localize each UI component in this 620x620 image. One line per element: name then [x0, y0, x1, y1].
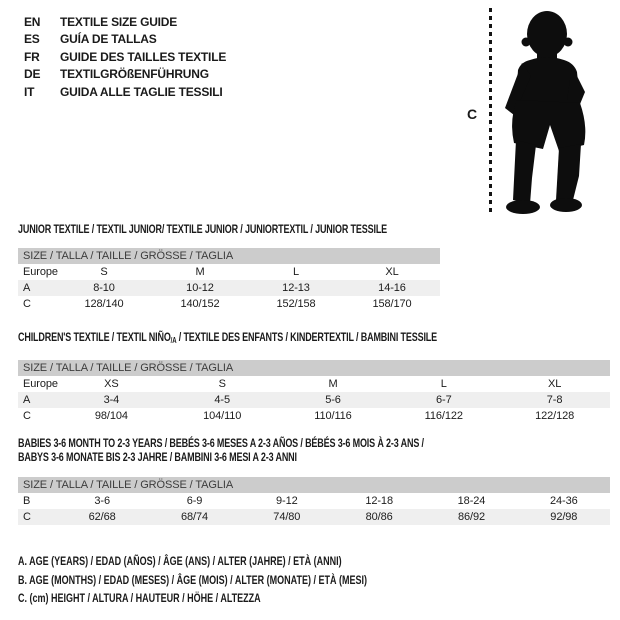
- footnote-b-text: B. AGE (MONTHS) / EDAD (MESES) / ÂGE (MOIS) / ALTER (MONATE) / ETÀ (MESI): [18, 572, 367, 587]
- babies-textile-table: [18, 493, 610, 525]
- language-title-list: [24, 13, 226, 101]
- language-title: TEXTILGRÖßENFÜHRUNG: [60, 67, 209, 82]
- footnote-a-text: A. AGE (YEARS) / EDAD (AÑOS) / ÂGE (ANS) / ALTER (JAHRE) / ETÀ (ANNI): [18, 554, 342, 568]
- size-cell: S: [100, 266, 108, 278]
- row-label-cell: C: [23, 298, 31, 310]
- table-row-height: [18, 408, 610, 424]
- babies-textile-section: [18, 436, 610, 525]
- height-measure-label: C: [467, 106, 478, 122]
- age-cell: 6-9: [186, 495, 203, 507]
- language-row-en: [24, 13, 226, 31]
- age-cell: 5-6: [325, 394, 341, 406]
- row-label-cell: B: [23, 495, 31, 507]
- language-title: GUÍA DE TALLAS: [60, 32, 157, 47]
- height-cell: 104/110: [203, 410, 242, 422]
- age-cell: 6-7: [435, 394, 452, 406]
- table-row-europe: [18, 376, 610, 392]
- height-cell: 128/140: [84, 298, 124, 310]
- age-cell: 12-18: [365, 495, 393, 507]
- row-label-cell: C: [23, 410, 31, 422]
- table-row-age-months: [18, 493, 610, 509]
- height-cell: 80/86: [365, 511, 393, 523]
- size-header-bar: SIZE / TALLA / TAILLE / GRÖSSE / TAGLIA: [18, 248, 440, 264]
- language-row-de: [24, 66, 226, 84]
- title-pre: CHILDREN'S TEXTILE / TEXTIL NIÑO: [18, 330, 171, 344]
- language-row-it: [24, 83, 226, 101]
- age-cell: 12-13: [282, 282, 310, 294]
- height-cell: 98/104: [94, 410, 128, 422]
- junior-textile-title: [18, 222, 440, 236]
- footnote-b: [18, 571, 483, 590]
- size-cell: XL: [385, 266, 399, 278]
- table-row-height: [18, 296, 440, 312]
- table-row-age: [18, 280, 440, 296]
- size-cell: S: [218, 378, 226, 390]
- table-row-europe: [18, 264, 440, 280]
- footnote-c-text: C. (cm) HEIGHT / ALTURA / HAUTEUR / HÖHE / ALTEZZA: [18, 591, 261, 605]
- size-cell: M: [328, 378, 338, 390]
- babies-title-line2: BABYS 3-6 MONATE BIS 2-3 JAHRE / BAMBINI 3-6 MESI A 2-3 ANNI: [18, 450, 297, 464]
- height-cell: 74/80: [273, 511, 301, 523]
- baby-silhouette-icon: [500, 8, 600, 216]
- age-cell: 18-24: [457, 495, 486, 507]
- title-subscript: /A: [170, 336, 177, 345]
- footnote-legend: [18, 552, 483, 608]
- age-cell: 4-5: [214, 394, 230, 406]
- row-label-cell: A: [23, 282, 31, 294]
- junior-textile-title-text: JUNIOR TEXTILE / TEXTIL JUNIOR/ TEXTILE JUNIOR / JUNIORTEXTIL / JUNIOR TESSILE: [18, 222, 388, 236]
- childrens-textile-section: [18, 330, 610, 424]
- junior-textile-table: [18, 264, 440, 312]
- height-cell: 68/74: [180, 511, 208, 523]
- language-code: FR: [24, 49, 40, 64]
- age-cell: 3-4: [103, 394, 120, 406]
- junior-textile-section: [18, 222, 440, 312]
- table-row-age: [18, 392, 610, 408]
- footnote-a: [18, 552, 483, 571]
- height-measure-line: [489, 8, 492, 216]
- language-title: GUIDE DES TAILLES TEXTILE: [60, 49, 227, 64]
- size-cell: L: [440, 378, 447, 390]
- row-label-cell: C: [23, 511, 31, 523]
- size-cell: L: [292, 266, 300, 278]
- height-cell: 152/158: [276, 298, 316, 310]
- age-cell: 3-6: [94, 495, 110, 507]
- height-cell: 62/68: [88, 511, 116, 523]
- language-code: IT: [24, 84, 35, 99]
- age-cell: 14-16: [378, 282, 406, 294]
- babies-title-line1: BABIES 3-6 MONTH TO 2-3 YEARS / BEBÉS 3-6 MESES A 2-3 AÑOS / BÉBÉS 3-6 MOIS À 2-3 ANS /: [18, 436, 424, 450]
- size-cell: M: [195, 266, 205, 278]
- size-header-bar: SIZE / TALLA / TAILLE / GRÖSSE / TAGLIA: [18, 360, 610, 376]
- size-cell: XL: [547, 378, 562, 390]
- row-label-cell: A: [23, 394, 31, 406]
- height-cell: 110/116: [314, 410, 352, 422]
- language-row-fr: [24, 48, 226, 66]
- footnote-c: [18, 589, 483, 608]
- height-cell: 122/128: [535, 410, 575, 422]
- row-label-cell: Europe: [23, 266, 58, 278]
- age-cell: 7-8: [546, 394, 563, 406]
- language-title: TEXTILE SIZE GUIDE: [60, 14, 178, 29]
- age-cell: 24-36: [550, 495, 578, 507]
- language-code: EN: [24, 14, 41, 29]
- height-cell: 140/152: [180, 298, 220, 310]
- language-title: GUIDA ALLE TAGLIE TESSILI: [60, 84, 223, 99]
- childrens-textile-title: [18, 330, 610, 348]
- size-cell: XS: [104, 378, 119, 390]
- height-cell: 116/122: [424, 410, 463, 422]
- childrens-textile-table: [18, 376, 610, 424]
- age-cell: 10-12: [186, 282, 214, 294]
- row-label-cell: Europe: [23, 378, 58, 390]
- age-cell: 9-12: [276, 495, 298, 507]
- height-cell: 86/92: [457, 511, 485, 523]
- height-cell: 92/98: [550, 511, 578, 523]
- title-post: / TEXTILE DES ENFANTS / KINDERTEXTIL / BAMBINI TESSILE: [176, 330, 438, 344]
- language-code: DE: [24, 67, 41, 82]
- table-row-height: [18, 509, 610, 525]
- language-row-es: [24, 31, 226, 49]
- language-code: ES: [24, 32, 40, 47]
- size-header-bar: SIZE / TALLA / TAILLE / GRÖSSE / TAGLIA: [18, 477, 610, 493]
- babies-title: [18, 436, 610, 464]
- age-cell: 8-10: [93, 282, 115, 294]
- childrens-textile-title-text: [18, 330, 437, 348]
- height-cell: 158/170: [372, 298, 412, 310]
